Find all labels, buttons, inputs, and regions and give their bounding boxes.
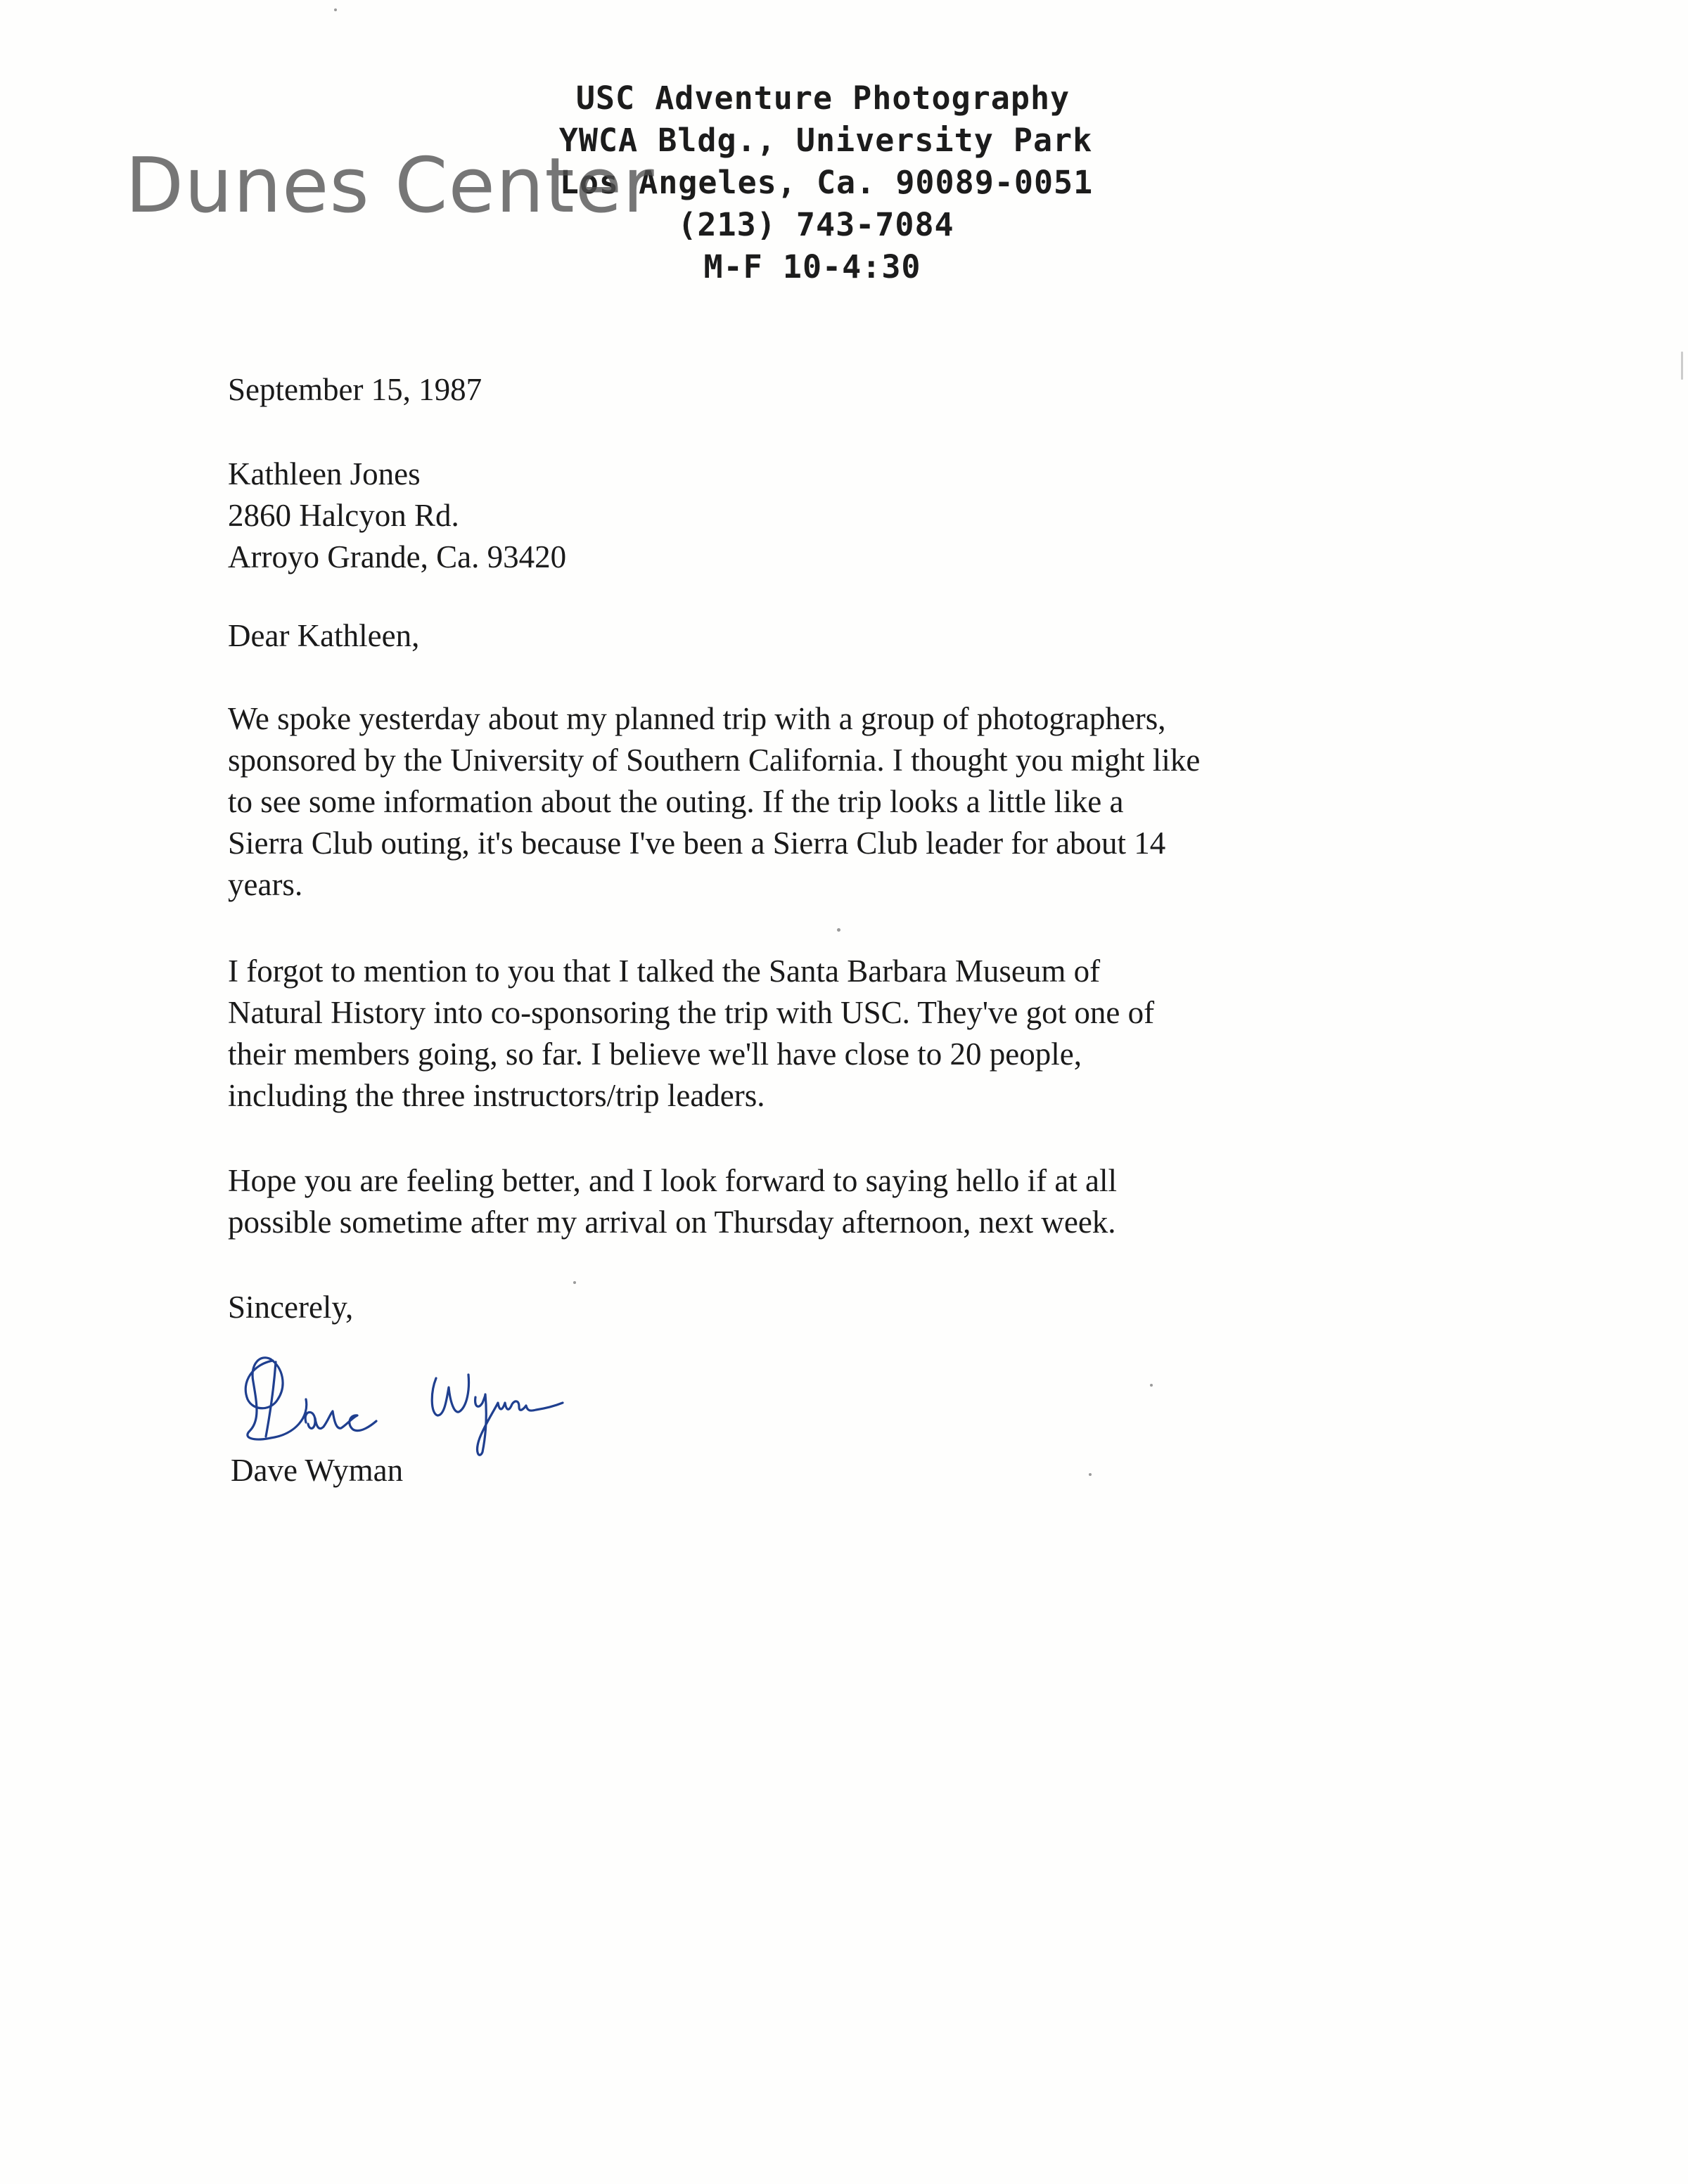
paragraph-line: sponsored by the University of Southern California. I thought you might like (228, 743, 1201, 778)
salutation: Dear Kathleen, (228, 618, 420, 653)
paragraph-line: Natural History into co-sponsoring the trip with USC. They've got one of (228, 995, 1155, 1030)
paragraph-line: We spoke yesterday about my planned trip with a group of photographers, (228, 701, 1166, 736)
letterhead-organization: USC Adventure Photography (575, 79, 1070, 117)
body-paragraph (228, 951, 1154, 1117)
letter-date: September 15, 1987 (228, 372, 482, 407)
paragraph-line: Hope you are feeling better, and I look forward to saying hello if at all (228, 1163, 1118, 1198)
paper-speck (573, 1281, 576, 1284)
paper-speck (837, 928, 840, 932)
paragraph-line: Sierra Club outing, it's because I've been a Sierra Club leader for about 14 (228, 826, 1166, 861)
recipient-city: Arroyo Grande, Ca. 93420 (228, 539, 567, 574)
paragraph-line: to see some information about the outing. If the trip looks a little like a (228, 784, 1124, 819)
paragraph-line: I forgot to mention to you that I talked the Santa Barbara Museum of (228, 953, 1101, 989)
paper-speck (1681, 352, 1683, 380)
recipient-address (228, 454, 566, 578)
paper-speck (1089, 1473, 1092, 1476)
signer-name: Dave Wyman (231, 1453, 404, 1488)
paper-speck (1150, 1384, 1153, 1387)
letterhead-phone: (213) 743-7084 (677, 206, 954, 243)
paragraph-line: their members going, so far. I believe we'll have close to 20 people, (228, 1036, 1082, 1072)
watermark: Dunes Center (125, 142, 655, 230)
handwritten-signature (232, 1332, 626, 1466)
letterhead-building: YWCA Bldg., University Park (558, 122, 1093, 159)
paragraph-line: possible sometime after my arrival on Thursday afternoon, next week. (228, 1205, 1116, 1240)
paper-speck (334, 8, 337, 11)
paragraph-line: including the three instructors/trip leaders. (228, 1078, 765, 1113)
paragraph-line: years. (228, 867, 303, 902)
closing: Sincerely, (228, 1290, 354, 1325)
body-paragraph (228, 698, 1200, 906)
body-paragraph (228, 1160, 1117, 1243)
letterhead-city: Los Angeles, Ca. 90089-0051 (559, 164, 1094, 201)
recipient-name: Kathleen Jones (228, 456, 421, 492)
recipient-street: 2860 Halcyon Rd. (228, 498, 459, 533)
letterhead-hours: M-F 10-4:30 (703, 248, 921, 285)
